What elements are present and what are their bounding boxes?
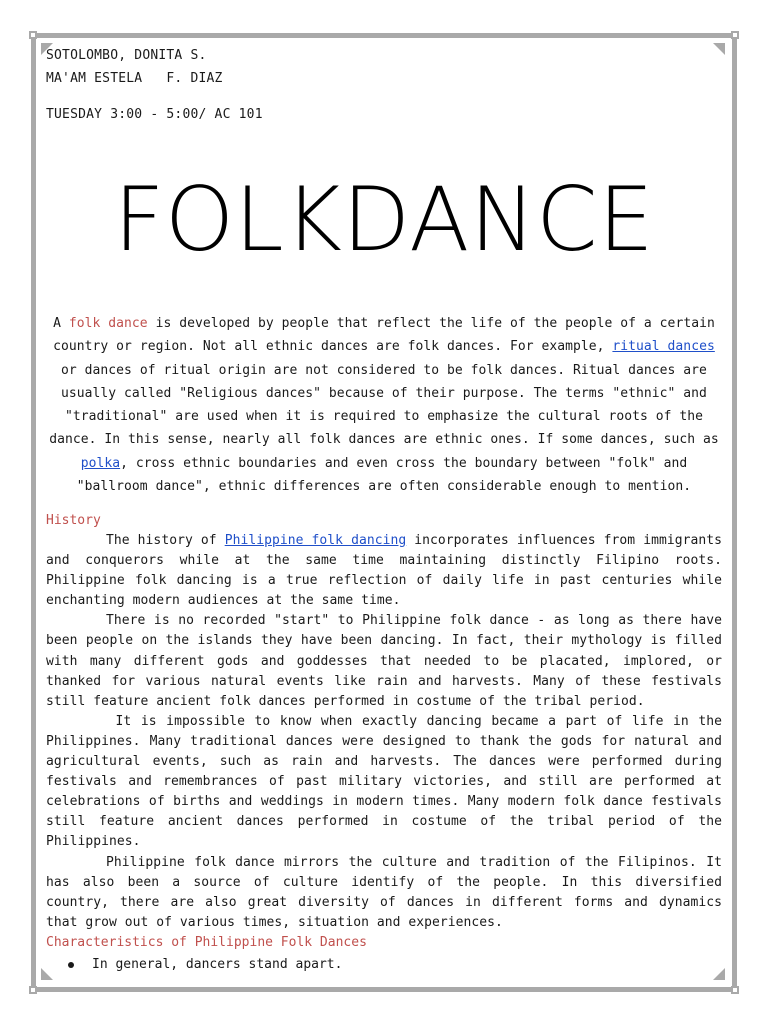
intro-text: is developed by people that reflect the life of the people of a certain country or region. Not all ethnic dances are folk dances. For example, <box>53 316 715 355</box>
intro-text: or dances of ritual origin are not considered to be folk dances. Ritual dances are usually called "Religious dances" because of their purpose. The terms "ethnic" and "traditional" are used when it is required to emphasize the cultural roots of the dance. In this sense, nearly all folk dances are ethnic ones. If some dances, such as <box>49 362 719 448</box>
intro-text: , cross ethnic boundaries and even cross the boundary between "folk" and "ballroom dance", ethnic differences are often considerable enough to mention. <box>76 455 692 495</box>
border-knob-bottom-left <box>29 986 37 994</box>
history-text: It is impossible to know when exactly dancing became a part of life in the Philippines. Many traditional dances were designed to thank the gods for natural and agricultural events, such as rain and harvests. The dances were performed during festivals and remembrances of past military victories, and still are performed at celebrations of births and weddings in modern times. Many modern folk dance festivals still feature ancient dances performed in costume of the tribal period of the Philippines. <box>46 713 722 850</box>
corner-ornament-top-right <box>713 43 725 55</box>
philippine-folk-dancing-link[interactable]: Philippine folk dancing <box>224 533 407 548</box>
term-folk-dance: folk dance <box>68 316 148 331</box>
border-edge-tick <box>732 130 737 170</box>
intro-text: A <box>53 316 69 331</box>
history-paragraph-4 <box>46 853 722 933</box>
history-text: The history of <box>106 533 225 548</box>
border-knob-top-left <box>29 31 37 39</box>
history-text: Philippine folk dance mirrors the culture and tradition of the Filipinos. It has also been a source of culture identify of the people. In this diversified country, there are also great diversity of dances in different forms and dynamics that grow out of various times, situation and experiences. <box>46 854 722 930</box>
class-schedule: TUESDAY 3:00 - 5:00/ AC 101 <box>46 107 263 122</box>
polka-link[interactable]: polka <box>80 455 121 471</box>
history-paragraph-2 <box>46 611 722 711</box>
instructor-name: MA'AM ESTELA F. DIAZ <box>46 71 223 86</box>
student-name: SOTOLOMBO, DONITA S. <box>46 48 207 63</box>
history-body <box>46 531 722 933</box>
bullet-icon <box>68 962 74 968</box>
history-paragraph-1 <box>46 531 722 611</box>
border-knob-bottom-right <box>731 986 739 994</box>
history-paragraph-3 <box>46 712 722 853</box>
characteristics-heading: Characteristics of Philippine Folk Dances <box>46 935 367 950</box>
ritual-dances-link[interactable]: ritual dances <box>612 339 715 355</box>
characteristics-list <box>46 955 342 975</box>
list-item <box>46 955 342 975</box>
border-knob-top-right <box>731 31 739 39</box>
history-heading: History <box>46 513 101 528</box>
border-edge-tick <box>31 130 36 170</box>
document-title: FOLKDANCE <box>113 168 655 271</box>
history-text: There is no recorded "start" to Philippine folk dance - as long as there have been people on the islands they have been dancing. In fact, their mythology is filled with many different gods and goddesses that needed to be placated, implored, or thanked for various natural events like rain and harvests. Many of these festivals still feature ancient folk dances performed in costume of the tribal period. <box>46 613 722 709</box>
intro-paragraph <box>46 312 722 498</box>
history-text: incorporates influences from immigrants and conquerors while at the same time maintaining distinctly Filipino roots. Philippine folk dancing is a true reflection of daily life in past centuries while enchanting modern audiences at the same time. <box>46 533 722 609</box>
list-item-text: In general, dancers stand apart. <box>92 957 343 972</box>
corner-ornament-bottom-right <box>713 968 725 980</box>
